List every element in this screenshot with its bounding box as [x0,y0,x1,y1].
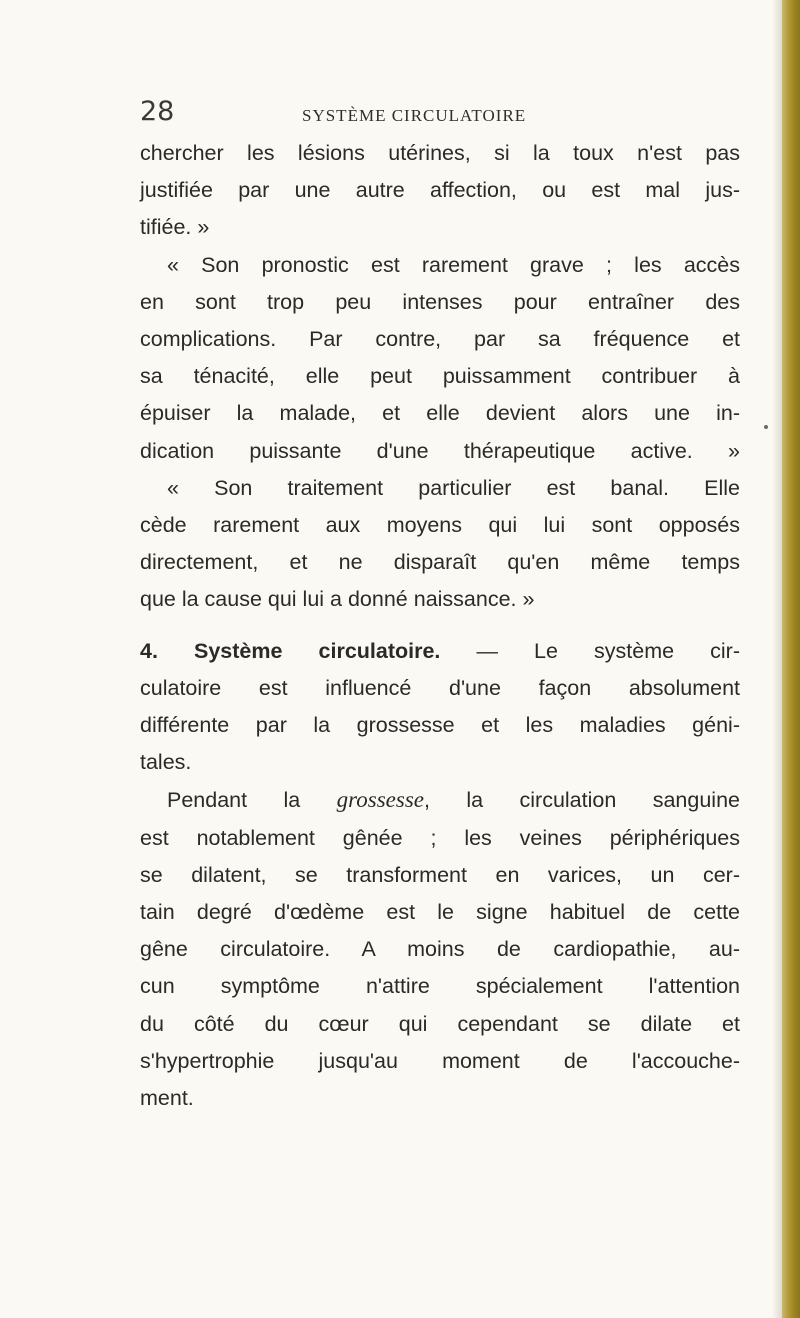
page-header [140,96,720,136]
emphasis-grossesse: grossesse [336,787,424,813]
section-heading-line [140,633,740,670]
margin-mark [764,425,768,429]
text-line: « Son traitement particulier est banal. Elle [167,475,740,500]
text-line: cun symptôme n'attire spécialement l'attention [140,974,740,999]
text-line: s'hypertrophie jusqu'au moment de l'accouche- [140,1048,740,1073]
text-line: que la cause qui lui a donné naissance. » [140,587,535,612]
text-line: épuiser la malade, et elle devient alors une in- [140,401,740,426]
text-line: complications. Par contre, par sa fréquence et [140,327,740,352]
text-line: dication puissante d'une thérapeutique active. » [140,438,740,463]
text-run: , la circulation sanguine [423,788,740,813]
section-gap [140,619,740,633]
text-line: chercher les lésions utérines, si la toux n'est pas [140,141,740,165]
text-line: tales. [140,750,192,775]
text-line: gêne circulatoire. A moins de cardiopathie, au- [140,937,740,962]
section-title: 4. Système circulatoire. [140,638,441,663]
text-line: du côté du cœur qui cependant se dilate et [140,1011,740,1036]
running-head: SYSTÈME CIRCULATOIRE [302,106,527,125]
text-line: est notablement gênée ; les veines périphériques [140,825,740,850]
text-run: Pendant la [167,788,337,813]
text-line: culatoire est influencé d'une façon absolument [140,675,740,700]
text-line: sa ténacité, elle peut puissamment contribuer à [140,364,740,389]
text-line: se dilatent, se transforment en varices, un cer- [140,862,740,887]
page-edge-shadow [772,0,782,1318]
text-line: différente par la grossesse et les maladies géni- [140,713,740,738]
page-number: 28 [140,96,175,127]
text-line: tifiée. » [140,215,210,240]
text-line: « Son pronostic est rarement grave ; les accès [167,252,740,277]
text-line: directement, et ne disparaît qu'en même temps [140,550,740,575]
text-line: justifiée par une autre affection, ou est mal jus- [140,178,740,203]
body-text [140,135,740,1117]
text-line: ment. [140,1086,194,1111]
page-edge [782,0,800,1318]
section-title-rest: — Le système cir- [440,638,740,663]
text-line: en sont trop peu intenses pour entraîner des [140,289,740,314]
text-line: tain degré d'œdème est le signe habituel de cette [140,900,740,925]
paragraph-first-line [140,781,740,819]
text-line: cède rarement aux moyens qui lui sont opposés [140,513,740,538]
